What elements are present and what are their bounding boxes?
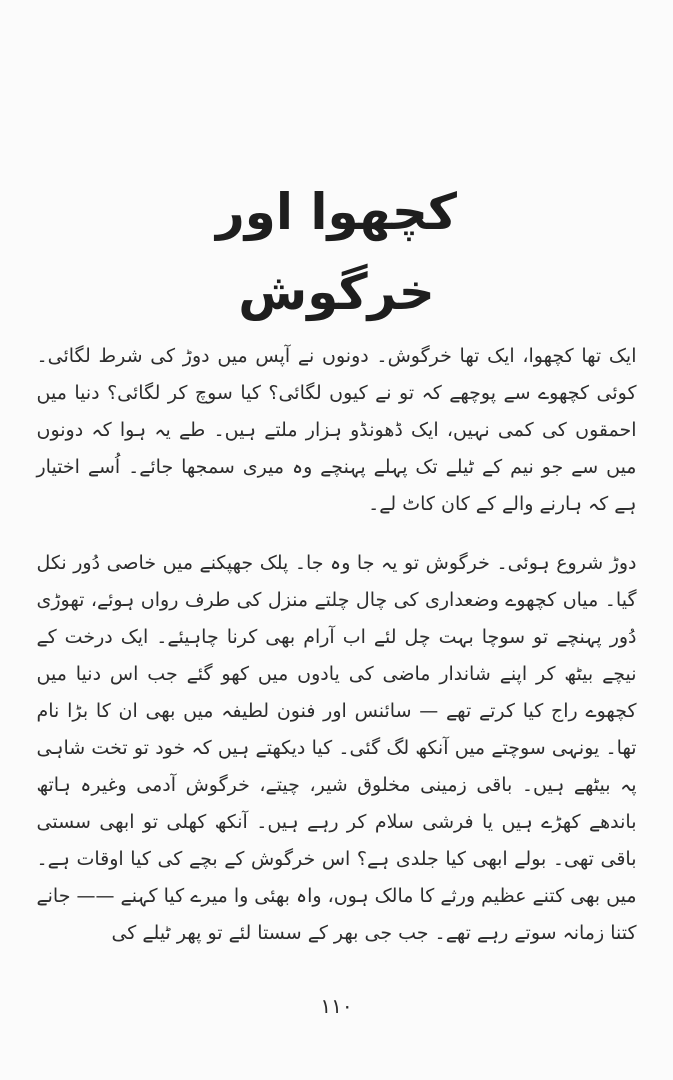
- text-line: ٹیلے تک پہلے پہنچے وہ میری سمجھا جائے۔ اُسے اختیار ہے کہ ہارنے والے کے کان: [36, 456, 637, 515]
- text-line: کاٹ لے۔: [368, 493, 435, 515]
- text-line: آدمی وغیرہ ہاتھ باندھے کھڑے ہیں یا فرشی سلام کر رہے ہیں۔ آنکھ کھلی تو ابھی سستی: [36, 774, 637, 833]
- text-line: کچھوے سے پوچھے کہ تو نے کیوں لگائی؟ کیا سوچ کر لگائی؟ دنیا میں احمقوں: [36, 382, 637, 441]
- text-line: ایک تھا کچھوا، ایک تھا خرگوش۔ دونوں نے آپس میں دوڑ کی شرط لگائی۔ کوئی: [36, 345, 637, 404]
- text-line: کچھوے وضعداری کی چال چلتے منزل کی طرف رواں ہوئے، تھوڑی دُور پہنچے تو: [36, 589, 637, 648]
- text-line: سائنس اور فنون لطیفہ میں بھی ان کا بڑا نام تھا۔ یونہی سوچتے میں آنکھ لگ گئی۔ کیا: [36, 700, 637, 759]
- text-line: دیکھتے ہیں کہ خود تو تخت شاہی پہ بیٹھے ہیں۔ باقی زمینی مخلوق شیر، چیتے، خرگوش: [36, 737, 637, 796]
- story-body: [37, 338, 637, 952]
- page-number: ۱۱۰: [320, 994, 353, 1018]
- paragraph-2: [37, 545, 637, 952]
- text-line: سوچا بہت چل لئے اب آرام بھی کرنا چاہیئے۔ ایک درخت کے نیچے بیٹھ کر اپنے: [36, 626, 637, 685]
- text-line: جانے کتنا زمانہ سوتے رہے تھے۔ جب جی بھر کے سستا لئے تو پھر ٹیلے کی: [36, 885, 637, 944]
- text-line: شاندار ماضی کی یادوں میں کھو گئے جب اس دنیا میں کچھوے راج کیا کرتے تھے —: [36, 663, 637, 722]
- story-title: کچھوا اور خرگوش: [215, 183, 457, 321]
- paragraph-1: [37, 338, 637, 523]
- text-line: باقی تھی۔ بولے ابھی کیا جلدی ہے؟ اس خرگوش کے بچے کی کیا اوقات ہے۔ میں بھی: [36, 848, 637, 907]
- text-line: کی کمی نہیں، ایک ڈھونڈو ہزار ملتے ہیں۔ طے یہ ہوا کہ دونوں میں سے جو نیم کے: [36, 419, 637, 478]
- text-line: دوڑ شروع ہوئی۔ خرگوش تو یہ جا وہ جا۔ پلک جھپکنے میں خاصی دُور نکل گیا۔ میاں: [36, 552, 637, 611]
- text-line: کتنے عظیم ورثے کا مالک ہوں، واہ بھئی وا میرے کیا کہنے ——: [76, 885, 565, 907]
